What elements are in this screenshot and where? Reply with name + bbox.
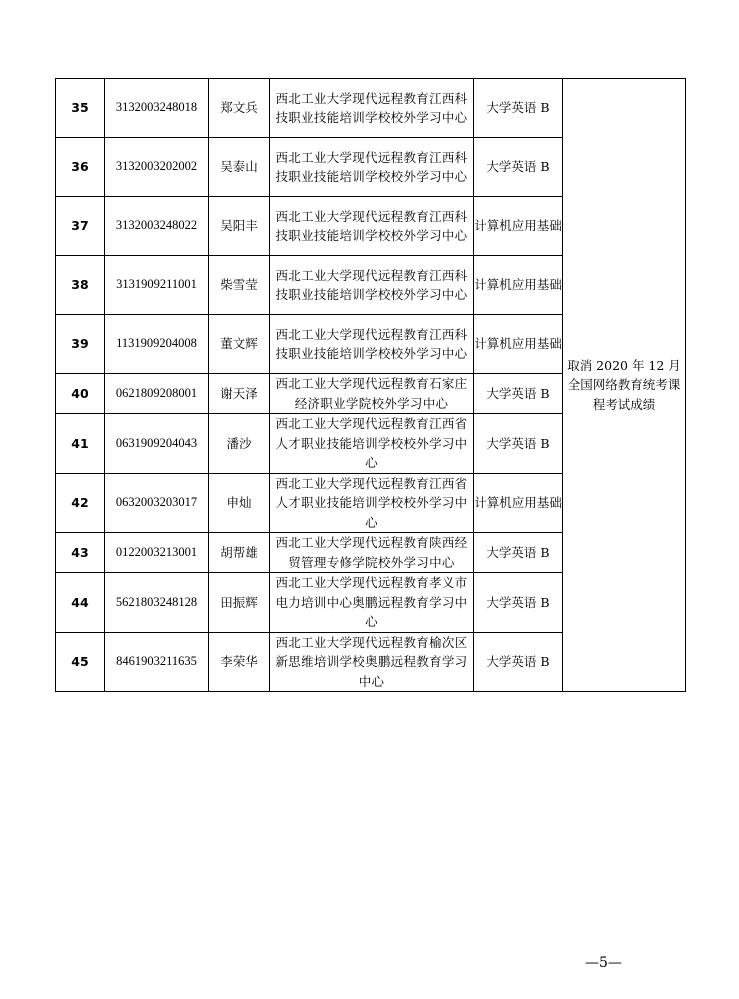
student-id: 8461903211635 [105,632,209,692]
table-row [56,79,686,138]
row-number: 37 [56,197,105,256]
course-name: 大学英语 B [474,632,563,692]
learning-center: 西北工业大学现代远程教育江西科技职业技能培训学校校外学习中心 [270,138,474,197]
student-id: 3132003202002 [105,138,209,197]
student-id: 3132003248018 [105,79,209,138]
student-name: 潘沙 [209,414,270,474]
student-name: 吴泰山 [209,138,270,197]
student-id: 0621809208001 [105,374,209,414]
page-number: —5— [585,955,622,971]
row-number: 36 [56,138,105,197]
course-name: 大学英语 B [474,79,563,138]
student-name: 田振辉 [209,573,270,633]
learning-center: 西北工业大学现代远程教育江西科技职业技能培训学校校外学习中心 [270,315,474,374]
row-number: 39 [56,315,105,374]
student-id: 1131909204008 [105,315,209,374]
course-name: 计算机应用基础 [474,315,563,374]
learning-center: 西北工业大学现代远程教育陕西经贸管理专修学院校外学习中心 [270,533,474,573]
row-number: 43 [56,533,105,573]
learning-center: 西北工业大学现代远程教育石家庄经济职业学院校外学习中心 [270,374,474,414]
row-number: 35 [56,79,105,138]
course-name: 大学英语 B [474,138,563,197]
student-id: 0631909204043 [105,414,209,474]
learning-center: 西北工业大学现代远程教育榆次区新思维培训学校奥鹏远程教育学习中心 [270,632,474,692]
student-name: 申灿 [209,473,270,533]
row-number: 38 [56,256,105,315]
learning-center: 西北工业大学现代远程教育江西省人才职业技能培训学校校外学习中心 [270,473,474,533]
row-number: 45 [56,632,105,692]
results-table-body [56,79,686,692]
results-table [55,78,686,692]
course-name: 大学英语 B [474,374,563,414]
learning-center: 西北工业大学现代远程教育江西科技职业技能培训学校校外学习中心 [270,197,474,256]
student-name: 郑文兵 [209,79,270,138]
student-name: 吴阳丰 [209,197,270,256]
student-name: 李荣华 [209,632,270,692]
row-number: 40 [56,374,105,414]
row-number: 44 [56,573,105,633]
student-name: 谢天泽 [209,374,270,414]
learning-center: 西北工业大学现代远程教育江西科技职业技能培训学校校外学习中心 [270,256,474,315]
learning-center: 西北工业大学现代远程教育孝义市电力培训中心奥鹏远程教育学习中心 [270,573,474,633]
course-name: 大学英语 B [474,573,563,633]
course-name: 大学英语 B [474,414,563,474]
course-name: 计算机应用基础 [474,473,563,533]
learning-center: 西北工业大学现代远程教育江西省人才职业技能培训学校校外学习中心 [270,414,474,474]
student-id: 5621803248128 [105,573,209,633]
course-name: 大学英语 B [474,533,563,573]
student-name: 胡帮雄 [209,533,270,573]
row-number: 42 [56,473,105,533]
course-name: 计算机应用基础 [474,197,563,256]
student-name: 董文辉 [209,315,270,374]
student-id: 0632003203017 [105,473,209,533]
student-name: 柴雪莹 [209,256,270,315]
learning-center: 西北工业大学现代远程教育江西科技职业技能培训学校校外学习中心 [270,79,474,138]
remark-cell: 取消 2020 年 12 月全国网络教育统考课程考试成绩 [563,79,686,692]
student-id: 3131909211001 [105,256,209,315]
course-name: 计算机应用基础 [474,256,563,315]
row-number: 41 [56,414,105,474]
student-id: 0122003213001 [105,533,209,573]
student-id: 3132003248022 [105,197,209,256]
